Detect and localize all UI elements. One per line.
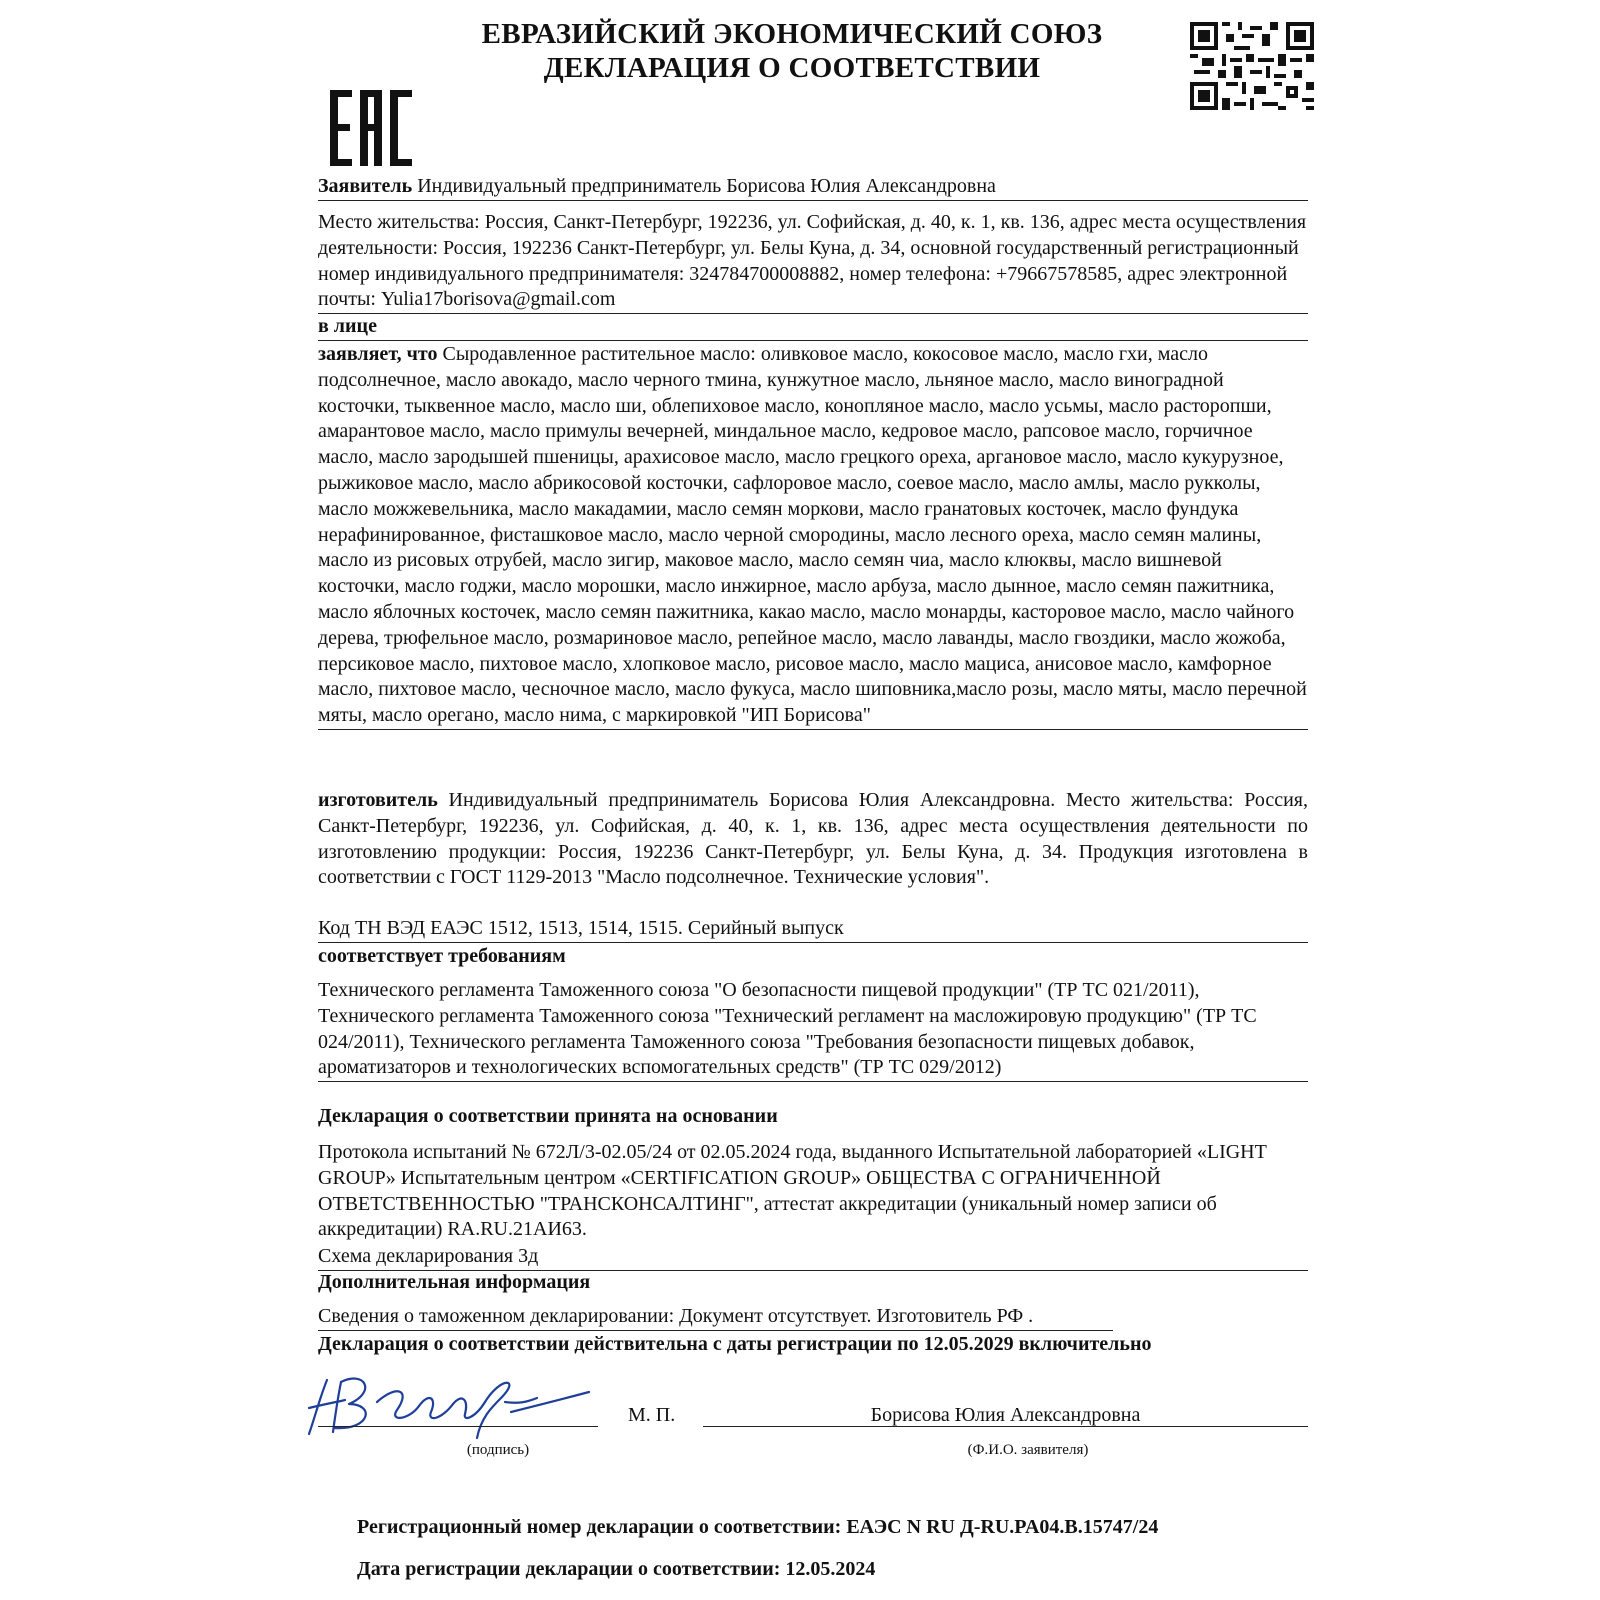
registration-number-row [357, 1516, 1158, 1539]
signature-line [318, 1426, 598, 1427]
signature-caption: (подпись) [466, 1442, 530, 1458]
signer-name: Борисова Юлия Александровна [870, 1404, 1141, 1426]
document-subtitle: ДЕКЛАРАЦИЯ О СООТВЕТСТВИИ [543, 52, 1041, 84]
compliance-text: Технического регламента Таможенного союза "О безопасности пищевой продукции" (ТР ТС 021/2011), Технического регламента Таможенного союза "Технический регламент на масложировую продукцию" (ТР ТС 024/2011), Технического регламента Таможенного союза "Требования безопасности пищевых добавок, ароматизаторов и технологических вспомогательных средств" (ТР ТС 029/2012) [318, 978, 1308, 1082]
in-person-label: в лице [318, 314, 1308, 341]
declaration-scheme: Схема декларирования 3д [318, 1244, 1308, 1271]
registration-number: ЕАЭС N RU Д-RU.PA04.B.15747/24 [846, 1516, 1159, 1538]
manufacturer-label: изготовитель [318, 789, 438, 811]
stamp-place-label: М. П. [628, 1404, 676, 1426]
registration-date-label: Дата регистрации декларации о соответствии: [357, 1558, 781, 1580]
applicant-row [318, 174, 1308, 201]
applicant-name: Индивидуальный предприниматель Борисова Юлия Александровна [417, 175, 996, 197]
registration-date-row [357, 1558, 875, 1581]
manufacturer-text: Индивидуальный предприниматель Борисова Юлия Александровна. Место жительства: Россия, Санкт-Петербург, 192236, ул. Софийская, д. 40, к. 1, кв. 136, адрес места осуществления деятельности по изготовлению продукции: Россия, 192236 Санкт-Петербург, ул. Белы Куна, д. 34. Продукция изготовлена в соответствии с ГОСТ 1129-2013 "Масло подсолнечное. Технические условия". [318, 789, 1309, 889]
registration-date: 12.05.2024 [785, 1558, 876, 1580]
basis-label: Декларация о соответствии принята на основании [318, 1105, 778, 1127]
product-list: Сыродавленное растительное масло: оливковое масло, кокосовое масло, масло гхи, масло подсолнечное, масло авокадо, масло черного тмина, кунжутное масло, льняное масло, масло виноградной косточки, тыквенное масло, масло ши, облепиховое масло, конопляное масло, масло усьмы, масло расторопши, амарантовое масло, масло примулы вечерней, миндальное масло, кедровое масло, рапсовое масло, горчичное масло, масло зародышей пшеницы, арахисовое масло, масло грецкого ореха, аргановое масло, масло кукурузное, рыжиковое масло, масло абрикосовой косточки, сафлоровое масло, соевое масло, масло амлы, масло рукколы, масло можжевельника, масло макадамии, масло семян моркови, масло гранатовых косточек, масло фундука нерафинированное, фисташковое масло, масло черной смородины, масло лесного ореха, масло семян малины, масло из рисовых отрубей, масло зигир, маковое масло, масло семян чиа, масло клюквы, масло вишневой косточки, масло годжи, масло морошки, масло инжирное, масло арбуза, масло дынное, масло семян пажитника, масло яблочных косточек, масло семян пажитника, какао масло, масло монарды, касторовое масло, масло чайного дерева, трюфельное масло, розмариновое масло, репейное масло, масло лаванды, масло гвоздики, масло жожоба, персиковое масло, пихтовое масло, хлопковое масло, рисовое масло, масло мациса, анисовое масло, камфорное масло, пихтовое масло, чесночное масло, масло фукуса, масло шиповника,масло розы, масло мяты, масло перечной мяты, масло орегано, масло нима, с маркировкой "ИП Борисова" [318, 343, 1307, 727]
manufacturer-block [318, 788, 1308, 891]
compliance-label: соответствует требованиям [318, 945, 566, 967]
qr-code-icon [1190, 22, 1314, 110]
applicant-label: Заявитель [318, 175, 413, 197]
signer-name-line [703, 1426, 1308, 1427]
signer-name-caption: (Ф.И.О. заявителя) [967, 1442, 1089, 1458]
handwritten-signature [305, 1362, 595, 1440]
basis-text: Протокола испытаний № 672Л/3-02.05/24 от 02.05.2024 года, выданного Испытательной лабораторией «LIGHT GROUP» Испытательным центром «CERTIFICATION GROUP» ОБЩЕСТВА С ОГРАНИЧЕННОЙ ОТВЕТСТВЕННОСТЬЮ "ТРАНСКОНСАЛТИНГ", аттестат аккредитации (уникальный номер записи об аккредитации) RA.RU.21АИ63. [318, 1141, 1267, 1241]
eac-logo [330, 90, 412, 166]
additional-info-text: Сведения о таможенном декларировании: Документ отсутствует. Изготовитель РФ . [318, 1305, 1034, 1327]
applicant-address: Место жительства: Россия, Санкт-Петербург, 192236, ул. Софийская, д. 40, к. 1, кв. 136, адрес места осуществления деятельности: Россия, 192236 Санкт-Петербург, ул. Белы Куна, д. 34, основной государственный регистрационный номер индивидуального предпринимателя: 324784700008882, номер телефона: +79667578585, адрес электронной почты: Yulia17borisova@gmail.com [318, 210, 1308, 314]
additional-info-label: Дополнительная информация [318, 1271, 591, 1293]
product-description [318, 342, 1308, 730]
declares-label: заявляет, что [318, 343, 438, 365]
tn-ved-code: Код ТН ВЭД ЕАЭС 1512, 1513, 1514, 1515. Серийный выпуск [318, 916, 1308, 943]
document-title: ЕВРАЗИЙСКИЙ ЭКОНОМИЧЕСКИЙ СОЮЗ [481, 18, 1103, 50]
registration-number-label: Регистрационный номер декларации о соответствии: [357, 1516, 842, 1538]
additional-info-underline [318, 1330, 1113, 1331]
validity-text: Декларация о соответствии действительна с даты регистрации по 12.05.2029 включительно [318, 1333, 1152, 1355]
